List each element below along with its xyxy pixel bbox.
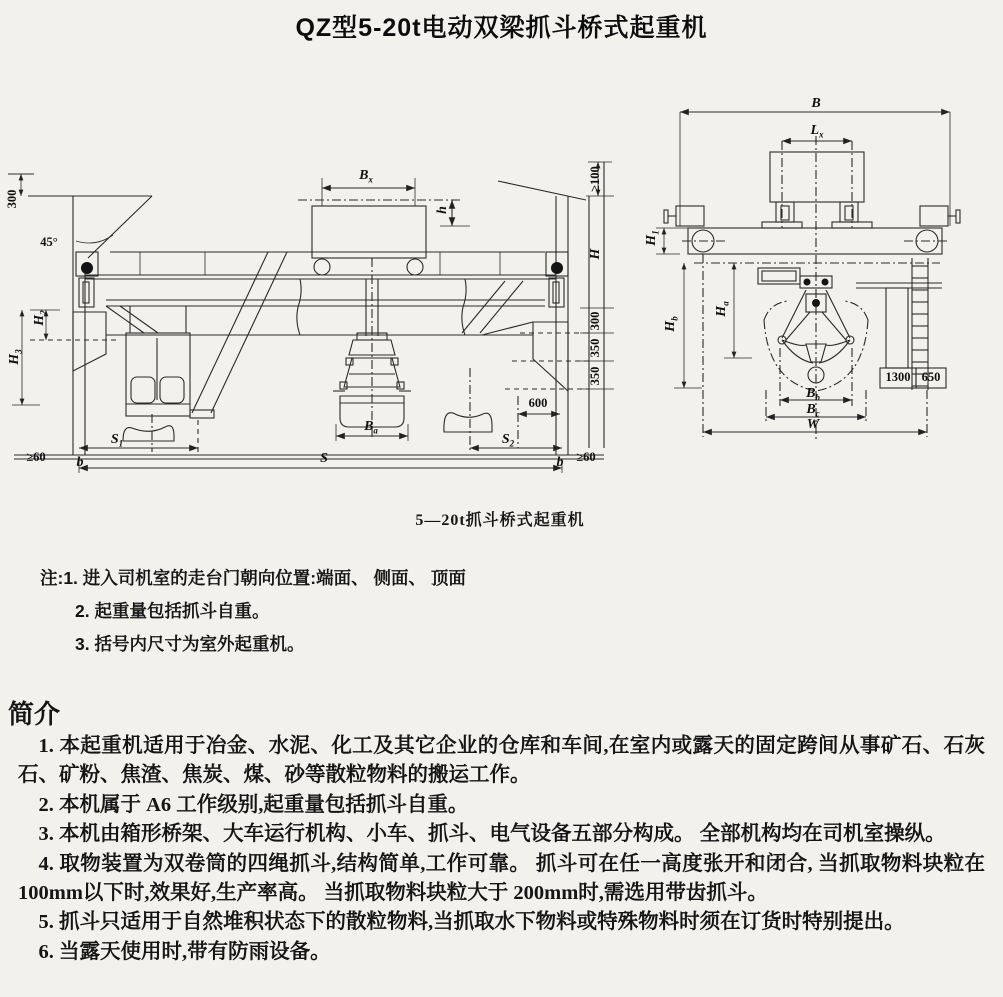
dim-650: 650 — [921, 369, 941, 384]
notes-label: 注: — [40, 568, 64, 588]
dim-hb: $H_b$ — [662, 316, 680, 332]
dim-h-wall: H — [587, 248, 603, 260]
dim-ge60-right: ≥60 — [576, 449, 596, 464]
dim-lx: $L_x$ — [810, 122, 824, 140]
intro-heading: 简介 — [8, 699, 61, 729]
right-wall — [498, 171, 586, 455]
dim-b-right: b — [556, 454, 564, 470]
dim-bb: $B_b$ — [806, 385, 820, 403]
dim-h1: $H_1$ — [643, 230, 661, 246]
right-dim-chain — [505, 162, 614, 448]
dim-bx: $B_x$ — [359, 167, 373, 185]
under-girder — [694, 263, 942, 368]
dim-w: W — [806, 416, 820, 432]
dim-300-roof: 300 — [4, 189, 19, 209]
dim-h3: $H_3$ — [6, 349, 24, 365]
dim-b-left: b — [76, 454, 84, 470]
note-line-2: 2. 起重量包括抓斗自重。 — [75, 601, 270, 621]
intro-block — [18, 732, 985, 967]
girder-end-view — [656, 206, 960, 254]
dim-b-span: B — [811, 95, 821, 111]
intro-paragraph-6: 6. 当露天使用时,带有防雨设备。 — [38, 940, 331, 963]
driver-cab — [126, 306, 190, 416]
dim-bc: $B_c$ — [806, 401, 820, 419]
figure-caption: 5—20t抓斗桥式起重机 — [415, 512, 585, 529]
intro-paragraph-1: 1. 本起重机适用于冶金、水泥、化工及其它企业的仓库和车间,在室内或露天的固定跨间从事矿石、石灰石、矿粉、焦渣、焦炭、煤、砂等散粒物料的搬运工作。 — [18, 735, 985, 787]
dim-ba: $B_a$ — [364, 418, 378, 436]
intro-paragraph-5: 5. 抓斗只适用于自然堆积状态下的散粒物料,当抓取水下物料或特殊物料时须在订货时特别提出。 — [38, 911, 905, 934]
note-line-3: 3. 括号内尺寸为室外起重机。 — [75, 634, 305, 654]
dim-ha: $H_a$ — [713, 301, 731, 317]
dim-ge100: ≥100 — [587, 166, 602, 192]
intro-paragraph-4: 4. 取物装置为双卷筒的四绳抓斗,结构简单,工作可靠。 抓斗可在任一高度张开和闭合, 当抓取物料块粒在 100mm以下时,效果好,生产率高。 当抓取物料块粒大于 200mm时,需选用带齿抓斗。 — [18, 852, 985, 905]
left-view — [8, 162, 614, 473]
dim-1300: 1300 — [885, 369, 911, 384]
ground-and-dims — [14, 396, 604, 473]
grab-front — [333, 258, 411, 441]
ceiling-hatch — [8, 174, 161, 267]
dim-h: h — [434, 206, 450, 214]
dim-s2: $S_2$ — [501, 431, 515, 449]
dim-s: S — [320, 450, 328, 466]
left-wall — [59, 196, 106, 455]
notes-block — [40, 562, 466, 661]
dim-350-a: 350 — [587, 338, 602, 358]
material-piles — [123, 368, 492, 452]
intro-paragraph-2: 2. 本机属于 A6 工作级别,起重量包括抓斗自重。 — [38, 793, 469, 816]
dim-300-wall: 300 — [587, 311, 602, 331]
dim-45deg: 45° — [40, 234, 58, 249]
page-title: QZ型5-20t电动双梁抓斗桥式起重机 — [295, 14, 708, 42]
trolley-end-view — [762, 152, 872, 228]
trolley — [298, 178, 470, 275]
bridge-girder — [85, 252, 556, 335]
dim-h2: $H_2$ — [31, 310, 49, 326]
dim-350-b: 350 — [587, 366, 602, 386]
note-line-1: 注:1. 进入司机室的走台门朝向位置:端面、 侧面、 顶面 — [40, 568, 466, 588]
dim-s1: $S_1$ — [110, 431, 124, 449]
intro-paragraph-3: 3. 本机由箱形桥架、大车运行机构、小车、抓斗、电气设备五部分构成。 全部机构均在司机室操纵。 — [38, 823, 946, 846]
dim-ge60-left: ≥60 — [26, 449, 46, 464]
dim-600: 600 — [528, 395, 548, 410]
